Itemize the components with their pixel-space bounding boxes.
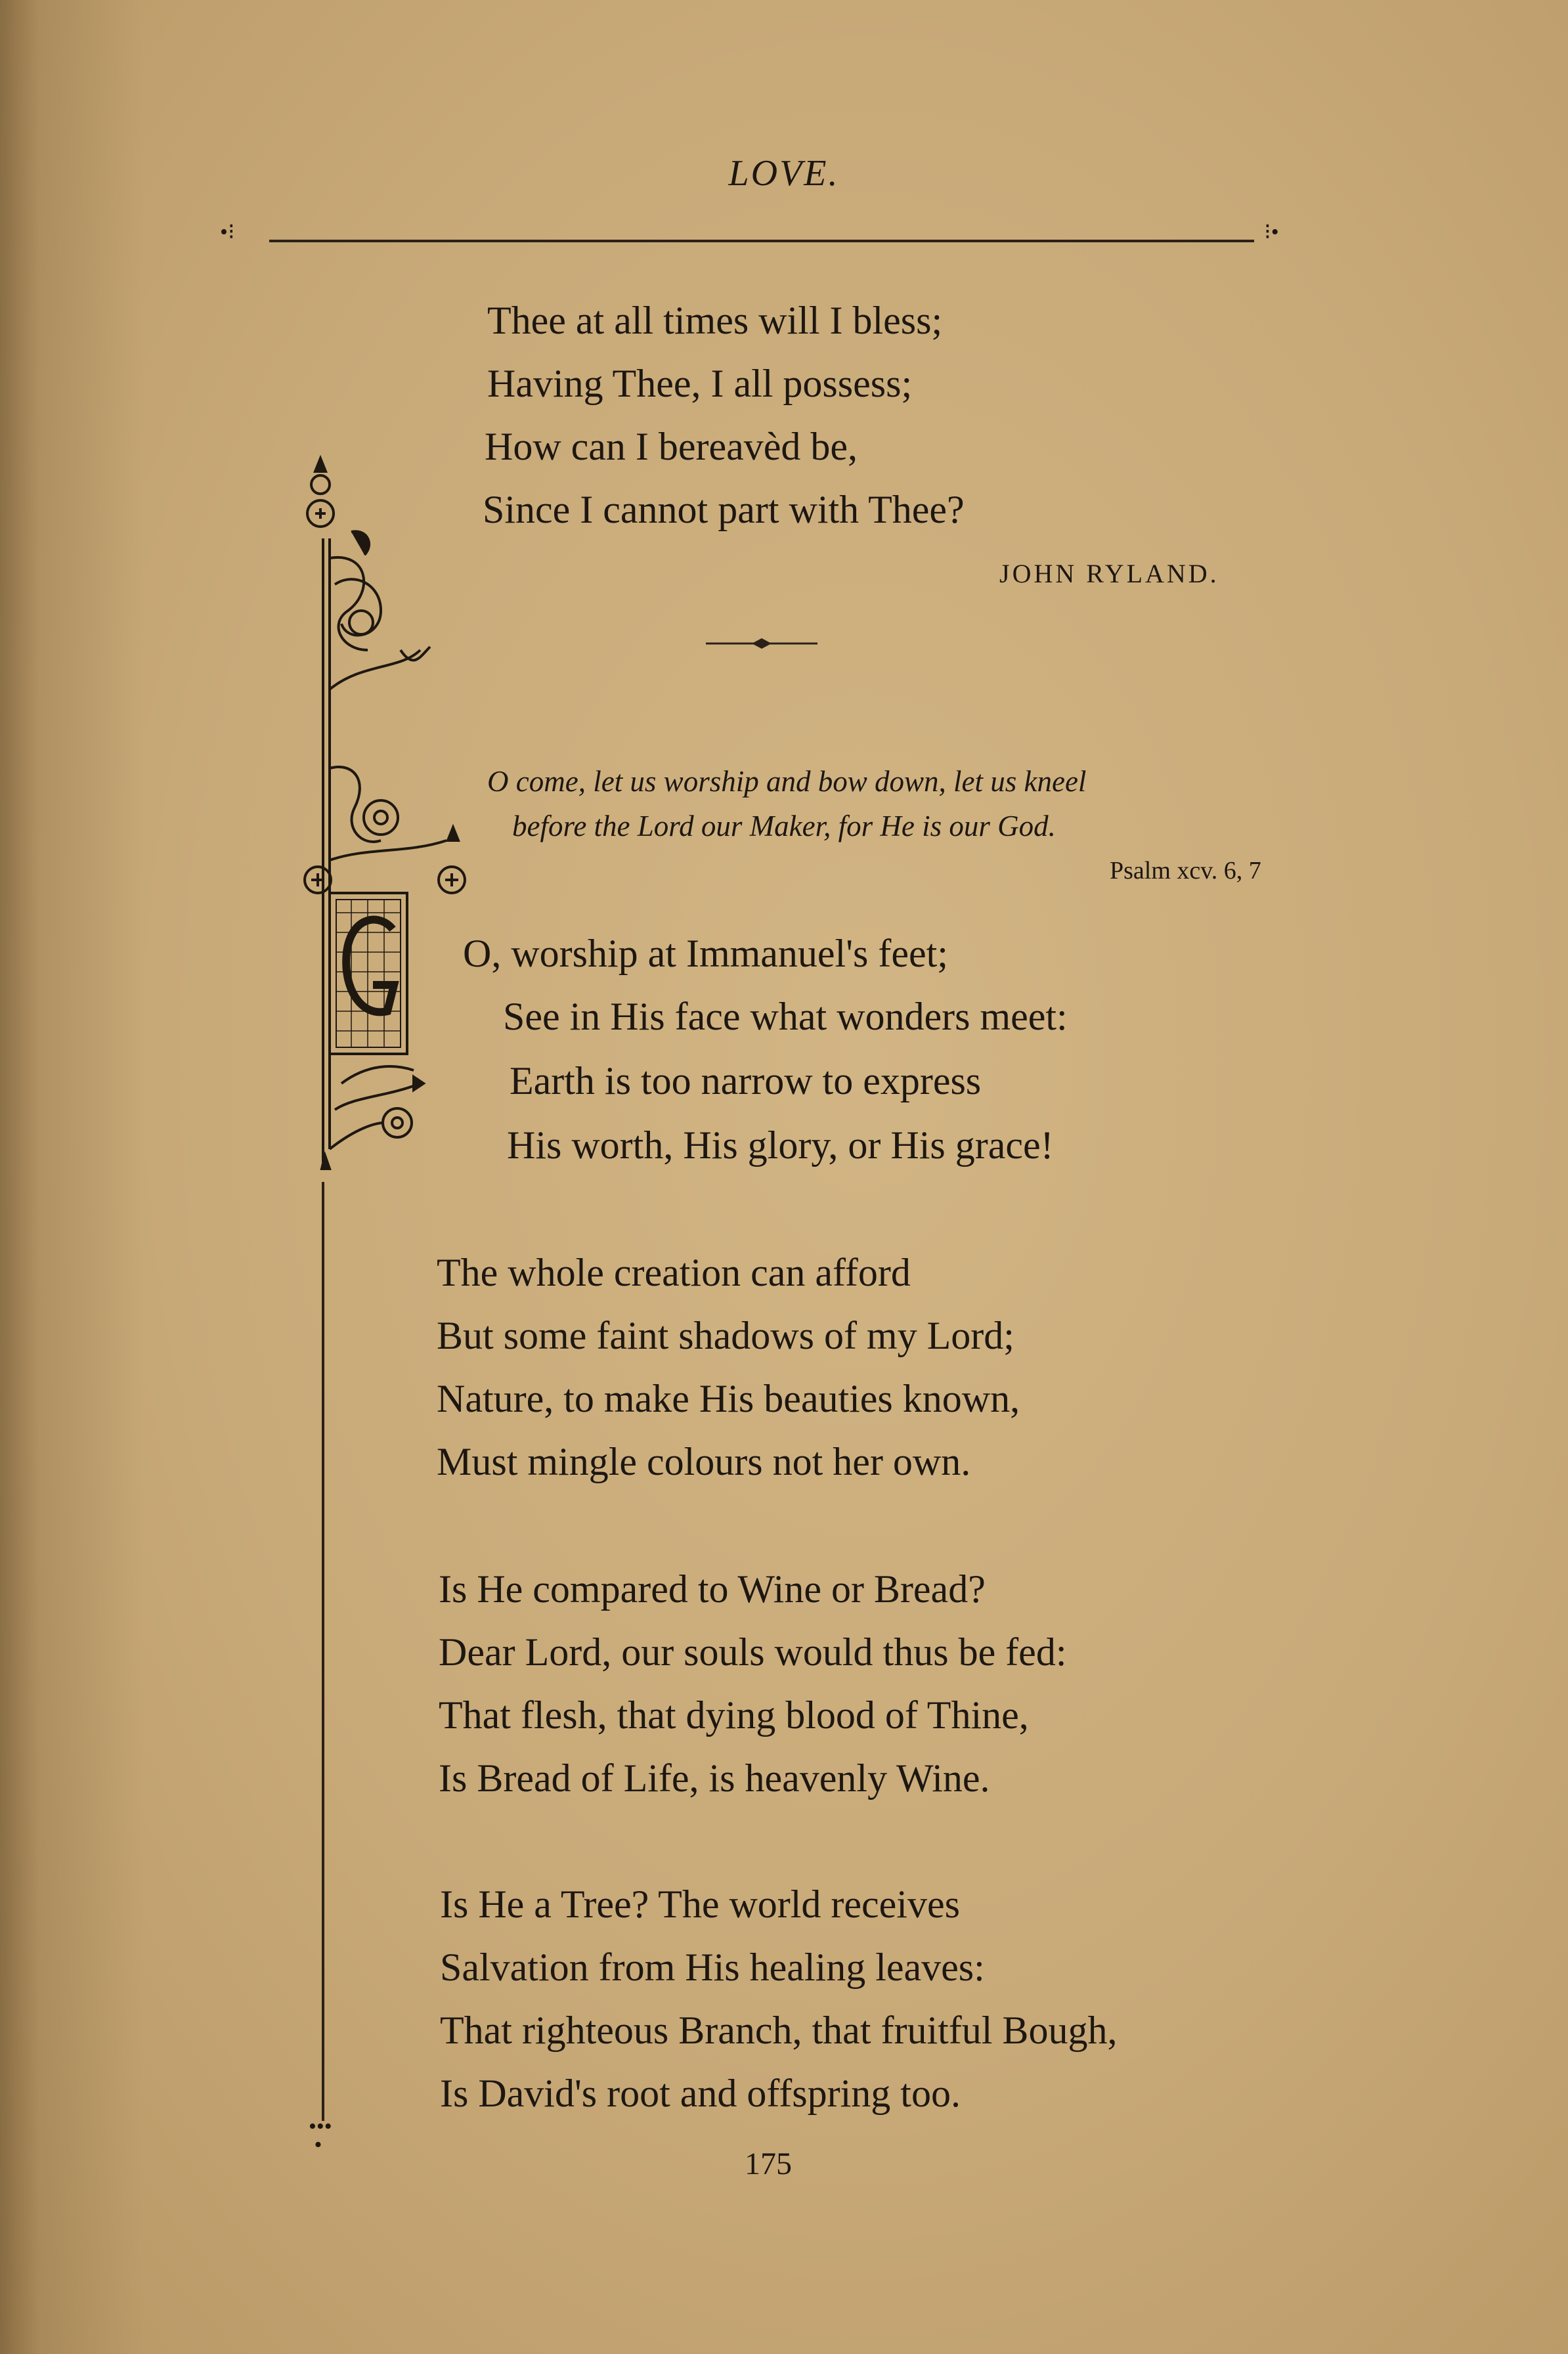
poem-line: How can I bereavèd be, <box>485 425 858 468</box>
poem-line: Nature, to make His beauties known, <box>437 1377 1020 1420</box>
rule-ornament-right: ⁝• <box>1264 220 1279 244</box>
poem-line: Is He a Tree? The world receives <box>440 1883 960 1926</box>
poem-line: Is David's root and offspring too. <box>440 2072 961 2115</box>
author-attribution: JOHN RYLAND. <box>999 559 1219 588</box>
poem-line: His worth, His glory, or His grace! <box>507 1123 1054 1167</box>
poem-line: O, worship at Immanuel's feet; <box>463 932 948 975</box>
poem-line: Earth is too narrow to express <box>510 1059 982 1102</box>
epigraph-line: O come, let us worship and bow down, let us kneel <box>487 765 1087 798</box>
poem-line: Having Thee, I all possess; <box>487 362 913 405</box>
poem-line: Is He compared to Wine or Bread? <box>439 1567 986 1611</box>
epigraph-source: Psalm xcv. 6, 7 <box>1110 857 1261 884</box>
poem-line: Dear Lord, our souls would thus be fed: <box>439 1630 1067 1674</box>
page-number: 175 <box>745 2147 792 2181</box>
poem-line: But some faint shadows of my Lord; <box>437 1314 1014 1357</box>
rule-ornament-left: •⁝ <box>220 220 235 244</box>
epigraph-line: before the Lord our Maker, for He is our God. <box>512 810 1056 842</box>
ornamental-border-illustration <box>289 453 492 1182</box>
poem-line: Is Bread of Life, is heavenly Wine. <box>439 1756 990 1800</box>
poem-line: See in His face what wonders meet: <box>503 995 1068 1038</box>
header-rule <box>269 240 1254 242</box>
running-title: LOVE. <box>728 153 840 194</box>
poem-line: The whole creation can afford <box>437 1251 911 1294</box>
rule-end-ornament: ••• • <box>309 2114 332 2157</box>
poem-line: Since I cannot part with Thee? <box>483 488 965 531</box>
section-divider <box>706 636 817 651</box>
poem-line: Must mingle colours not her own. <box>437 1440 971 1483</box>
poem-line: Salvation from His healing leaves: <box>440 1946 985 1989</box>
poem-line: That righteous Branch, that fruitful Bough, <box>440 2009 1118 2052</box>
poem-line: That flesh, that dying blood of Thine, <box>439 1693 1029 1737</box>
margin-rule <box>322 1182 324 2121</box>
poem-line: Thee at all times will I bless; <box>487 299 943 342</box>
